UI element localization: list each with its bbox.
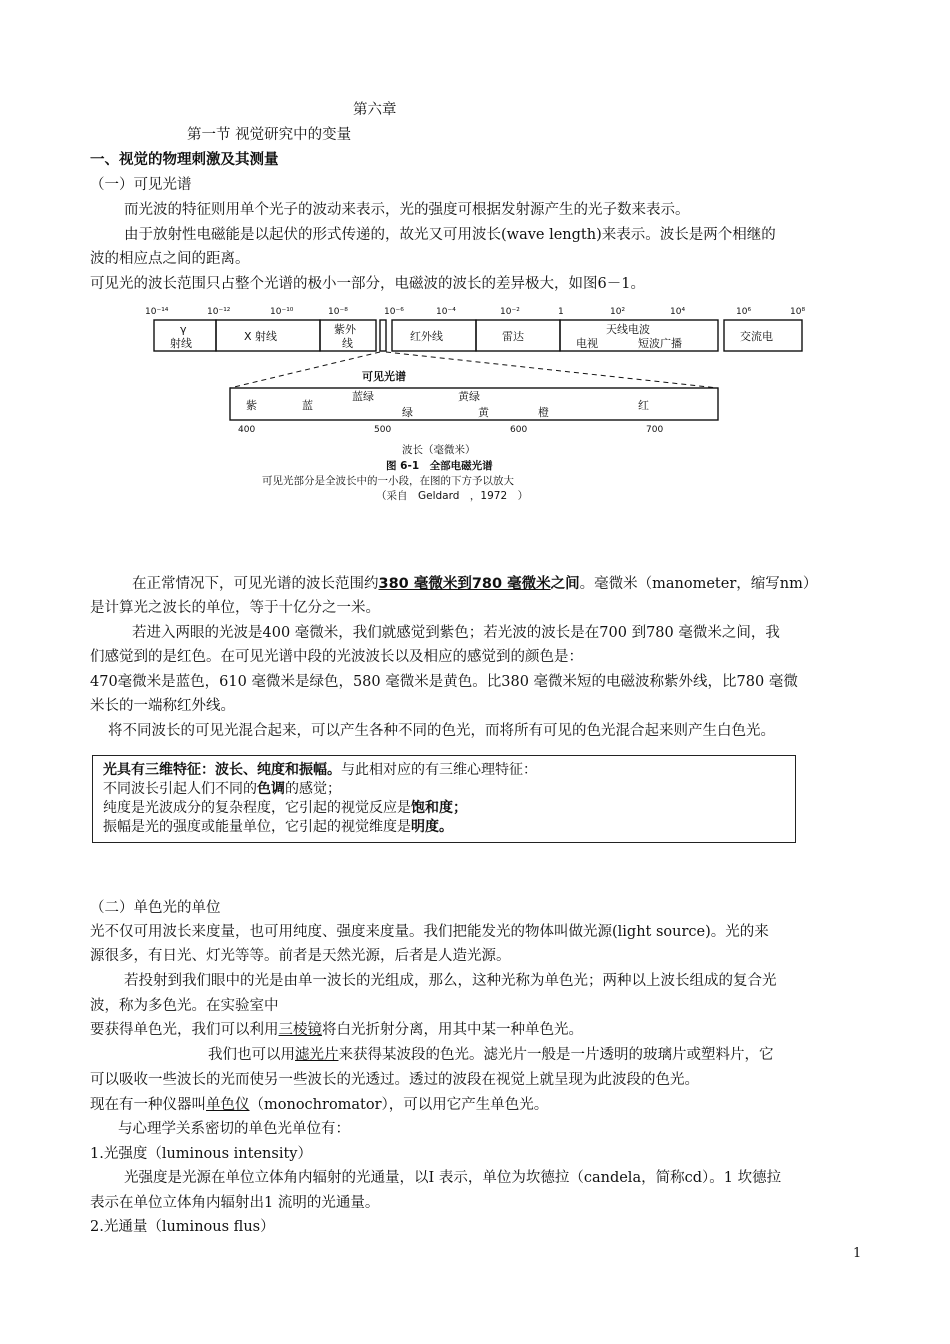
tick-label: 500 — [374, 425, 392, 435]
band-uv-label: 线 — [342, 337, 353, 350]
band-radio-label: 电视 — [576, 337, 598, 350]
paragraph-13-line-1: 光强度是光源在单位立体角内辐射的光通量，以I 表示，单位为坎德拉（candela，简称cd）。1 坎德拉 — [124, 1170, 782, 1186]
tick-label: 600 — [510, 425, 528, 435]
exp-label: 10² — [610, 307, 626, 317]
color-label: 黄 — [478, 406, 489, 419]
paragraph-7-line-2: 源很多，有日光、灯光等等。前者是天然光源，后者是人造光源。 — [90, 948, 511, 964]
paragraph-2-line-1: 由于放射性电磁能是以起伏的形式传递的，故光又可用波长(wave length)来表示。波长是两个相继的 — [124, 227, 776, 243]
exp-label: 10⁻¹⁴ — [145, 307, 169, 317]
expansion-line — [230, 352, 380, 388]
paragraph-8-line-1: 若投射到我们眼中的光是由单一波长的光组成，那么，这种光称为单色光；两种以上波长组成的复合光 — [124, 973, 777, 989]
box-line-1: 光具有三维特征：波长、纯度和振幅。与此相对应的有三维心理特征： — [103, 762, 537, 778]
color-label: 绿 — [402, 406, 413, 419]
tick-label: 700 — [646, 425, 664, 435]
page-number: 1 — [853, 1246, 862, 1261]
figure-note: 可见光部分是全波长中的一小段，在图的下方予以放大 — [262, 475, 514, 487]
paragraph-1: 而光波的特征则用单个光子的波动来表示，光的强度可根据发射源产生的光子数来表示。 — [124, 202, 690, 218]
paragraph-12: 与心理学关系密切的单色光单位有： — [118, 1121, 350, 1137]
band-ac-label: 交流电 — [740, 330, 773, 343]
paragraph-9: 要获得单色光，我们可以利用三棱镜将白光折射分离，用其中某一种单色光。 — [90, 1022, 583, 1038]
color-label: 红 — [638, 399, 649, 412]
band-gamma-label: γ — [180, 323, 187, 336]
heading-1: 一、视觉的物理刺激及其测量 — [90, 152, 279, 168]
exp-label: 10⁸ — [790, 307, 806, 317]
chapter-title: 第六章 — [353, 102, 397, 118]
paragraph-5-line-4: 米长的一端称红外线。 — [90, 698, 235, 714]
band-uv-label: 紫外 — [334, 323, 356, 336]
band-xray-label: X 射线 — [244, 330, 278, 343]
paragraph-4-line-2: 是计算光之波长的单位，等于十亿分之一米。 — [90, 600, 380, 616]
color-label: 橙 — [538, 406, 549, 419]
band-gamma-label: 射线 — [170, 337, 192, 350]
expansion-line — [386, 352, 718, 388]
axis-label: 波长（毫微米） — [402, 444, 476, 456]
prism-term: 三棱镜 — [278, 1022, 322, 1038]
box-line-2: 不同波长引起人们不同的色调的感觉； — [103, 781, 341, 797]
band-radio-label: 短波广播 — [638, 337, 682, 350]
section-title: 第一节 视觉研究中的变量 — [187, 127, 352, 143]
tick-label: 400 — [238, 425, 256, 435]
band-visible-slot — [380, 320, 386, 351]
visible-range-highlight: 380 毫微米到780 毫微米 — [378, 576, 551, 592]
subheading-1: （一）可见光谱 — [90, 177, 192, 193]
exp-label: 1 — [558, 307, 564, 317]
band-radio-label: 天线电波 — [606, 323, 650, 336]
exp-label: 10⁻⁶ — [384, 307, 404, 317]
paragraph-3: 可见光的波长范围只占整个光谱的极小一部分，电磁波的波长的差异极大，如图6－1。 — [90, 276, 645, 292]
paragraph-2-line-2: 波的相应点之间的距离。 — [90, 251, 250, 267]
list-item-2: 2.光通量（luminous flus） — [90, 1219, 275, 1235]
paragraph-11: 现在有一种仪器叫单色仪（monochromator），可以用它产生单色光。 — [90, 1097, 549, 1113]
spectrum-diagram — [140, 300, 820, 510]
box-line-4: 振幅是光的强度或能量单位，它引起的视觉维度是明度。 — [103, 819, 453, 835]
exp-label: 10⁶ — [736, 307, 752, 317]
paragraph-5-line-1: 若进入两眼的光波是400 毫微米，我们就感觉到紫色；若光波的波长是在700 到780 毫微米之间，我 — [132, 625, 780, 641]
exp-label: 10⁻⁴ — [436, 307, 456, 317]
exp-label: 10⁻⁸ — [328, 307, 348, 317]
visible-spectrum-title: 可见光谱 — [362, 370, 406, 383]
subheading-2: （二）单色光的单位 — [90, 900, 221, 916]
filter-term: 滤光片 — [295, 1047, 339, 1063]
paragraph-4-line-1: 在正常情况下，可见光谱的波长范围约380 毫微米到780 毫微米之间。毫微米（manometer，缩写nm） — [132, 576, 818, 592]
figure-caption: 图 6-1 全部电磁光谱 — [386, 460, 493, 472]
box-line-3: 纯度是光波成分的复杂程度，它引起的视觉反应是饱和度； — [103, 800, 467, 816]
exp-label: 10⁻² — [500, 307, 520, 317]
paragraph-8-line-2: 波，称为多色光。在实验室中 — [90, 998, 279, 1014]
paragraph-6: 将不同波长的可见光混合起来，可以产生各种不同的色光，而将所有可见的色光混合起来则产生白色光。 — [108, 723, 775, 739]
color-label: 蓝绿 — [352, 390, 374, 403]
monochromator-term: 单色仪 — [206, 1097, 250, 1113]
color-label: 紫 — [246, 399, 257, 412]
band-ir-label: 红外线 — [410, 330, 443, 343]
list-item-1: 1.光强度（luminous intensity） — [90, 1146, 312, 1162]
paragraph-10-line-2: 可以吸收一些波长的光而使另一些波长的光透过。透过的波段在视觉上就呈现为此波段的色光。 — [90, 1072, 699, 1088]
band-radar-label: 雷达 — [502, 330, 524, 343]
paragraph-13-line-2: 表示在单位立体角内辐射出1 流明的光通量。 — [90, 1195, 380, 1211]
color-label: 蓝 — [302, 399, 313, 412]
paragraph-5-line-2: 们感觉到的是红色。在可见光谱中段的光波波长以及相应的感觉到的颜色是： — [90, 649, 583, 665]
exp-label: 10⁻¹⁰ — [270, 307, 294, 317]
paragraph-5-line-3: 470毫微米是蓝色，610 毫微米是绿色，580 毫微米是黄色。比380 毫微米短的电磁波称紫外线，比780 毫微 — [90, 674, 798, 690]
exp-label: 10⁻¹² — [207, 307, 231, 317]
summary-box — [92, 755, 796, 843]
exp-label: 10⁴ — [670, 307, 686, 317]
paragraph-7-line-1: 光不仅可用波长来度量，也可用纯度、强度来度量。我们把能发光的物体叫做光源(light source)。光的来 — [90, 924, 769, 940]
figure-source: （采自 Geldard ，1972 ） — [376, 490, 529, 502]
figure-electromagnetic-spectrum — [140, 300, 820, 510]
paragraph-10-line-1: 我们也可以用滤光片来获得某波段的色光。滤光片一般是一片透明的玻璃片或塑料片，它 — [208, 1047, 774, 1063]
color-label: 黄绿 — [458, 390, 480, 403]
